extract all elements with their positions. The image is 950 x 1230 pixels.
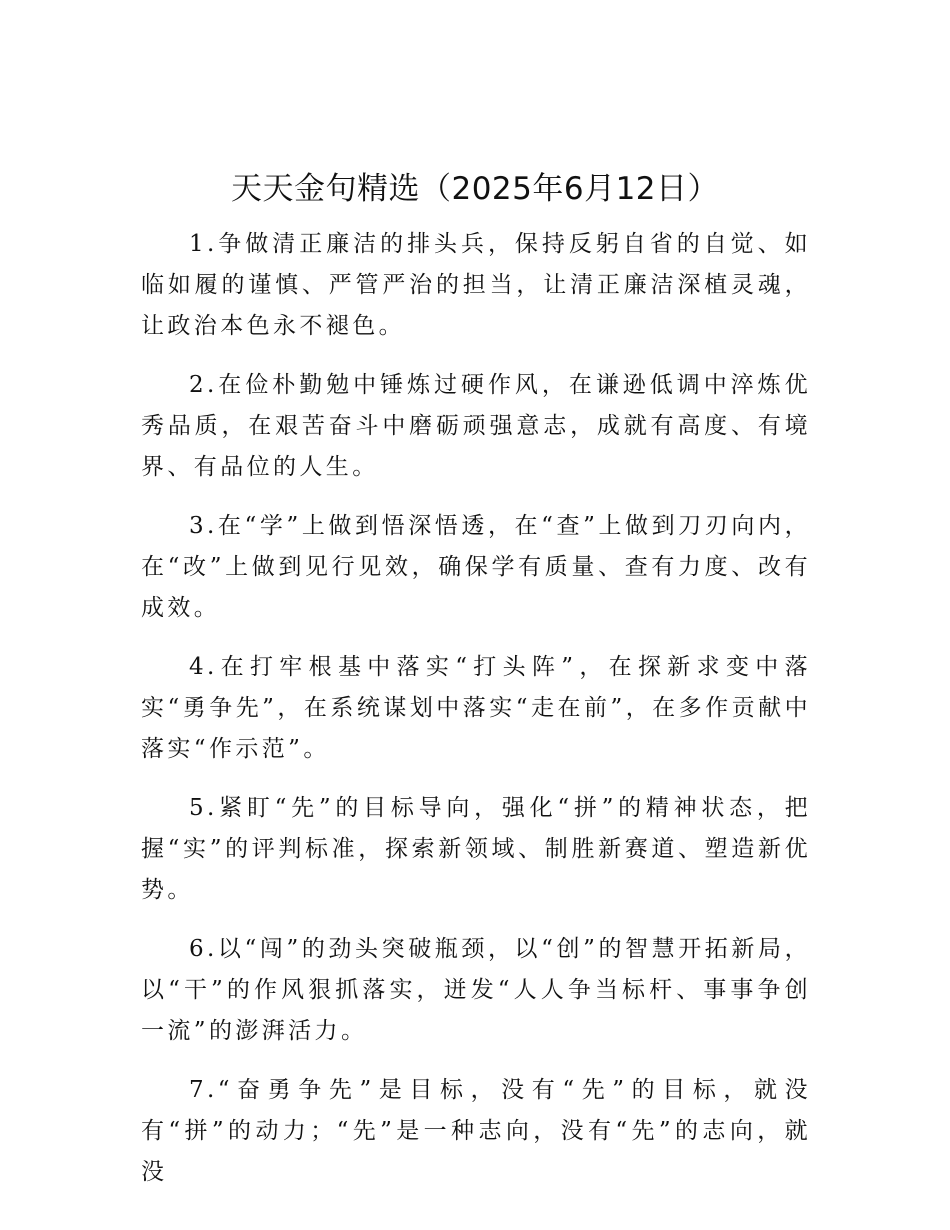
paragraph-7: 7.“奋勇争先”是目标，没有“先”的目标，就没有“拼”的动力；“先”是一种志向，没有“先”的志向，就没 (141, 1077, 811, 1185)
paragraph-1: 1.争做清正廉洁的排头兵，保持反躬自省的自觉、如临如履的谨慎、严管严治的担当，让清正廉洁深植灵魂，让政治本色永不褪色。 (141, 231, 811, 339)
document-title: 天天金句精选（2025年6月12日） (230, 171, 720, 207)
paragraph-4: 4.在打牢根基中落实“打头阵”，在探新求变中落实“勇争先”，在系统谋划中落实“走在前”，在多作贡献中落实“作示范”。 (141, 654, 811, 762)
paragraph-3: 3.在“学”上做到悟深悟透，在“查”上做到刀刃向内，在“改”上做到见行见效，确保学有质量、查有力度、改有成效。 (141, 513, 811, 621)
document-body (141, 224, 811, 1211)
paragraph-6: 6.以“闯”的劲头突破瓶颈，以“创”的智慧开拓新局，以“干”的作风狠抓落实，迸发“人人争当标杆、事事争创一流”的澎湃活力。 (141, 936, 811, 1044)
paragraph-5: 5.紧盯“先”的目标导向，强化“拼”的精神状态，把握“实”的评判标准，探索新领域、制胜新赛道、塑造新优势。 (141, 795, 811, 903)
paragraph-2: 2.在俭朴勤勉中锤炼过硬作风，在谦逊低调中淬炼优秀品质，在艰苦奋斗中磨砺顽强意志，成就有高度、有境界、有品位的人生。 (141, 372, 811, 480)
